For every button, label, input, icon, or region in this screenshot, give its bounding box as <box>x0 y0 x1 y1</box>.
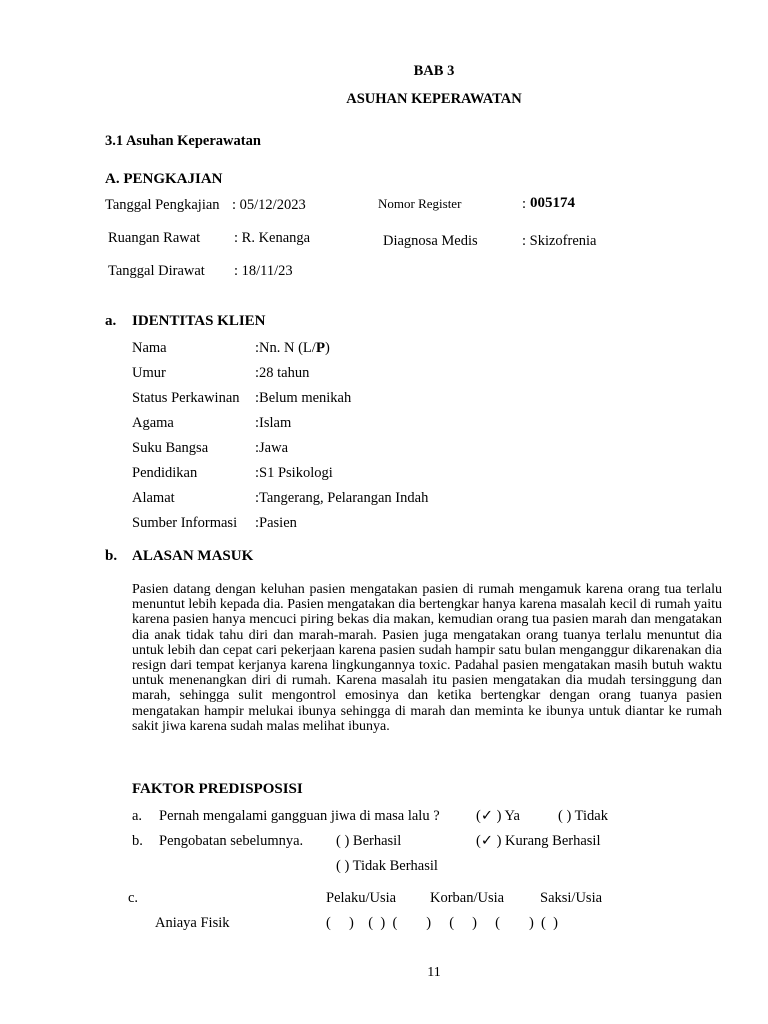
aniaya-fisik-values: ( ) ( ) ( ) ( ) ( ) ( ) <box>326 915 558 931</box>
tanggal-dirawat-label: Tanggal Dirawat <box>108 263 205 279</box>
nomor-register-value: 005174 <box>530 195 575 211</box>
faktor-a-no: ( ) Tidak <box>558 808 608 824</box>
chapter-number: BAB 3 <box>413 63 455 79</box>
umur-value: :28 tahun <box>255 365 310 381</box>
status-value: :Belum menikah <box>255 390 352 406</box>
suku-label: Suku Bangsa <box>132 440 209 456</box>
faktor-heading: FAKTOR PREDISPOSISI <box>132 781 303 797</box>
faktor-a-question: Pernah mengalami gangguan jiwa di masa lalu ? <box>159 808 440 824</box>
faktor-b-opt-berhasil: ( ) Berhasil <box>336 833 402 849</box>
tanggal-pengkajian-label: Tanggal Pengkajian <box>105 197 220 213</box>
aniaya-fisik-label: Aniaya Fisik <box>155 915 230 931</box>
status-label: Status Perkawinan <box>132 390 240 406</box>
section-title: 3.1 Asuhan Keperawatan <box>105 133 261 149</box>
faktor-b-marker: b. <box>132 833 143 849</box>
ruangan-value: : R. Kenanga <box>234 230 311 246</box>
tanggal-dirawat-value: : 18/11/23 <box>234 263 293 279</box>
agama-label: Agama <box>132 415 174 431</box>
diagnosa-label: Diagnosa Medis <box>383 233 478 249</box>
ruangan-label: Ruangan Rawat <box>108 230 201 246</box>
alasan-heading: ALASAN MASUK <box>132 548 254 564</box>
nomor-register-label: Nomor Register <box>378 196 462 211</box>
page-number: 11 <box>427 965 441 980</box>
pendidikan-value: :S1 Psikologi <box>255 465 333 481</box>
faktor-a-marker: a. <box>132 808 143 824</box>
nama-value: :Nn. N (L/P) <box>255 340 330 356</box>
alasan-marker: b. <box>105 548 118 564</box>
agama-value: :Islam <box>255 415 292 431</box>
col-korban: Korban/Usia <box>430 890 505 906</box>
umur-label: Umur <box>132 365 166 381</box>
faktor-b-opt-tidak: ( ) Tidak Berhasil <box>336 858 438 874</box>
nomor-register-colon: : <box>522 196 527 212</box>
identitas-marker: a. <box>105 313 117 329</box>
chapter-title: ASUHAN KEPERAWATAN <box>346 91 522 107</box>
nama-label: Nama <box>132 340 167 356</box>
tanggal-pengkajian-value: : 05/12/2023 <box>232 197 306 213</box>
faktor-c-marker: c. <box>128 890 139 906</box>
alamat-value: :Tangerang, Pelarangan Indah <box>255 490 429 506</box>
col-saksi: Saksi/Usia <box>540 890 603 906</box>
suku-value: :Jawa <box>255 440 289 456</box>
sumber-label: Sumber Informasi <box>132 515 238 531</box>
sumber-value: :Pasien <box>255 515 297 531</box>
col-pelaku: Pelaku/Usia <box>326 890 397 906</box>
alamat-label: Alamat <box>132 490 175 506</box>
faktor-b-question: Pengobatan sebelumnya. <box>159 833 304 849</box>
faktor-a-yes: (✓ ) Ya <box>476 808 520 824</box>
diagnosa-value: : Skizofrenia <box>522 233 597 249</box>
alasan-paragraph: Pasien datang dengan keluhan pasien mengatakan pasien di rumah mengamuk karena orang tua terlalu menuntut lebih kepada dia. Pasien mengatakan dia bertengkar hanya karena masalah kecil di rumah yaitu karena pasien hanya mencuci piring bekas dia makan, kemudian orang tua pasien marah dan mengatakan dia anak tidak tahu diri dan marah-marah. Pasien juga mengatakan orang tuanya terlalu menuntut dia untuk lebih dan cepat cari pekerjaan karena pasien sudah hampir satu bulan menganggur dikarenakan dia resign dari tempat kerjanya karena lingkungannya toxic. Padahal pasien mengatakan masih butuh waktu untuk menenangkan diri di rumah. Karena masalah itu pasien mengatakan dia mudah tersinggung dan marah, sehingga sulit mengontrol emosinya dan ketika bertengkar dengan orang tuanya pasien mengatakan hampir melukai ibunya sehingga di marah dan meminta ke ibunya untuk diantar ke rumah sakit jiwa karena sudah malas melihat ibunya. <box>132 582 722 734</box>
faktor-b-opt-kurang: (✓ ) Kurang Berhasil <box>476 833 601 849</box>
pengkajian-heading: A. PENGKAJIAN <box>105 171 223 187</box>
pendidikan-label: Pendidikan <box>132 465 198 481</box>
identitas-heading: IDENTITAS KLIEN <box>132 313 266 329</box>
